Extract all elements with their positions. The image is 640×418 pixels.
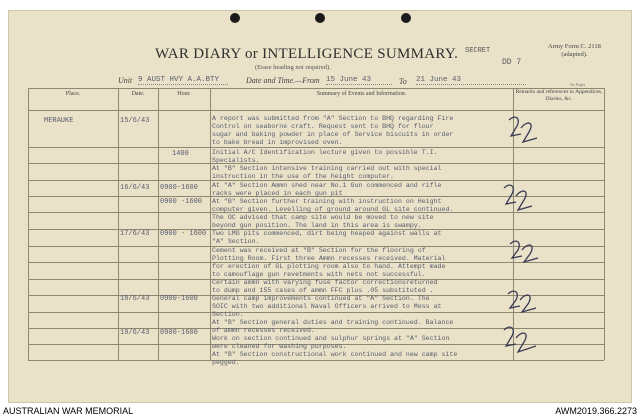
summary-line: pegged. — [212, 359, 240, 366]
summary-line: "A" Section. — [212, 238, 260, 245]
signature-initials-mark — [500, 180, 540, 216]
date-cell: 18/6/43 — [120, 295, 150, 303]
summary-line: The OC advised that camp site would be moved to new site — [212, 214, 434, 221]
unit-label: Unit — [118, 76, 133, 85]
table-header-rule — [28, 110, 604, 111]
summary-column-header: Summary of Events and Information. — [316, 91, 407, 97]
summary-line: Cement was received at "B" Section for the flooring of — [212, 247, 426, 254]
column-rule — [158, 88, 159, 360]
summary-line: Section. — [212, 311, 244, 318]
summary-line: computer given. Levelling of ground around GL site continued. — [212, 206, 454, 213]
row-rule — [28, 163, 604, 164]
footer-bar — [0, 403, 640, 418]
table-bottom-rule — [28, 360, 604, 361]
army-form-label: Army Form C. 2118 — [548, 43, 601, 50]
summary-line: At "B" Section further training with instruction on Height — [212, 198, 442, 205]
summary-line: to dump and 155 cases of ammn FFC plus .05 substituted . — [212, 287, 434, 294]
secret-stamp: SECRET — [465, 47, 491, 55]
date-cell: 16/6/43 — [120, 184, 150, 192]
hour-cell: 0900 - 1600 — [160, 230, 207, 238]
datetime-label: Date and Time.—From — [246, 76, 320, 85]
place-cell: MERAUKE — [44, 117, 74, 125]
to-label: To — [399, 77, 407, 86]
remarks-column-header: Remarks and references to Appendices, Diaries, &c. — [515, 89, 603, 102]
archive-source: AUSTRALIAN WAR MEMORIAL — [3, 406, 134, 416]
date-cell: 19/6/43 — [120, 329, 150, 337]
column-rule — [28, 88, 29, 360]
to-value: 21 June 43 — [416, 76, 526, 85]
summary-line: Two LMG pits commenced, dirt being heaped against walls at — [212, 230, 442, 237]
signature-initials-mark — [505, 112, 545, 148]
summary-line: At "B" Section general duties and training continued. Balance — [212, 319, 454, 326]
unit-line — [118, 76, 558, 88]
place-column-header: Place. — [65, 91, 81, 97]
summary-line: were cleaned for washing purposes. — [212, 343, 347, 350]
punch-hole — [401, 13, 411, 23]
signature-initials-mark — [506, 236, 546, 268]
archive-reference: AWM2019.366.2273 — [555, 406, 637, 416]
column-rule — [604, 88, 605, 360]
summary-line: General camp improvements continued at "A" Section. The — [212, 295, 430, 302]
form-subtitle: (Erase heading not required). — [255, 64, 331, 71]
summary-line: to bake bread in improvised oven. — [212, 139, 343, 146]
column-rule — [118, 88, 119, 360]
summary-line: beyond gun position. The land in this area is swampy. — [212, 222, 422, 229]
dd-number: DD 7 — [502, 58, 522, 67]
signature-initials-mark — [500, 322, 542, 358]
date-column-header: Date. — [131, 91, 145, 97]
hour-cell: 0900 -1600 — [160, 198, 203, 206]
signature-initials-mark — [504, 286, 544, 318]
summary-line: At "B" Section intensive training carried out with special — [212, 165, 442, 172]
punch-hole — [315, 13, 325, 23]
hour-cell: 0900-1600 — [160, 295, 198, 303]
pages-number: No Pages — [570, 82, 586, 87]
punch-hole — [230, 13, 240, 23]
form-title: WAR DIARY or INTELLIGENCE SUMMARY. — [155, 46, 459, 62]
summary-line: A report was submitted from "A" Section to BHQ regarding Fire — [212, 115, 454, 122]
summary-line: Certain ammn with varying fuse factor correctionsreturned — [212, 279, 438, 286]
from-value: 15 June 43 — [326, 76, 392, 85]
summary-line: instruction in the use of the height computer. — [212, 173, 395, 180]
hour-cell: 0900-1600 — [160, 184, 198, 192]
date-cell: 15/6/43 — [120, 117, 150, 125]
column-rule — [210, 88, 211, 360]
summary-line: racks were placed in each gun pit — [212, 190, 343, 197]
summary-line: Initial A/C Identification lecture given to possible T.I. — [212, 149, 438, 156]
summary-line: Control on seaborne craft. Request sent to BHQ for flour — [212, 123, 434, 130]
hour-column-header: Hour. — [177, 91, 191, 97]
summary-line: sugar and baking powder in place of Service biscuits in order — [212, 131, 454, 138]
army-form-adapted: (adapted). — [561, 51, 588, 58]
summary-line: of ammn recesses received. — [212, 327, 315, 334]
hour-cell: 1400 — [172, 150, 189, 158]
summary-line: SOIC with two additional Naval Officers arrived to Mess at — [212, 303, 442, 310]
summary-line: to camouflage gun revetments with nets not successful. — [212, 271, 426, 278]
summary-line: Specialists. — [212, 157, 260, 164]
army-form-number — [548, 43, 601, 59]
summary-line: Plotting Room. First three Ammn recesses received. Material — [212, 255, 446, 262]
summary-line: for erection of GL plotting room also to hand. Attempt made — [212, 263, 446, 270]
date-cell: 17/6/43 — [120, 230, 150, 238]
summary-line: At "B" Section constructional work continued and new camp site — [212, 351, 458, 358]
hour-cell: 0900-1600 — [160, 329, 198, 337]
unit-value: 9 AUST HVY A.A.BTY — [138, 76, 228, 85]
summary-line: Work on section continued and sulphur springs at "A" Section — [212, 335, 450, 342]
summary-line: At "A" Section Ammn shed near No.1 Gun commenced and rifle — [212, 182, 442, 189]
